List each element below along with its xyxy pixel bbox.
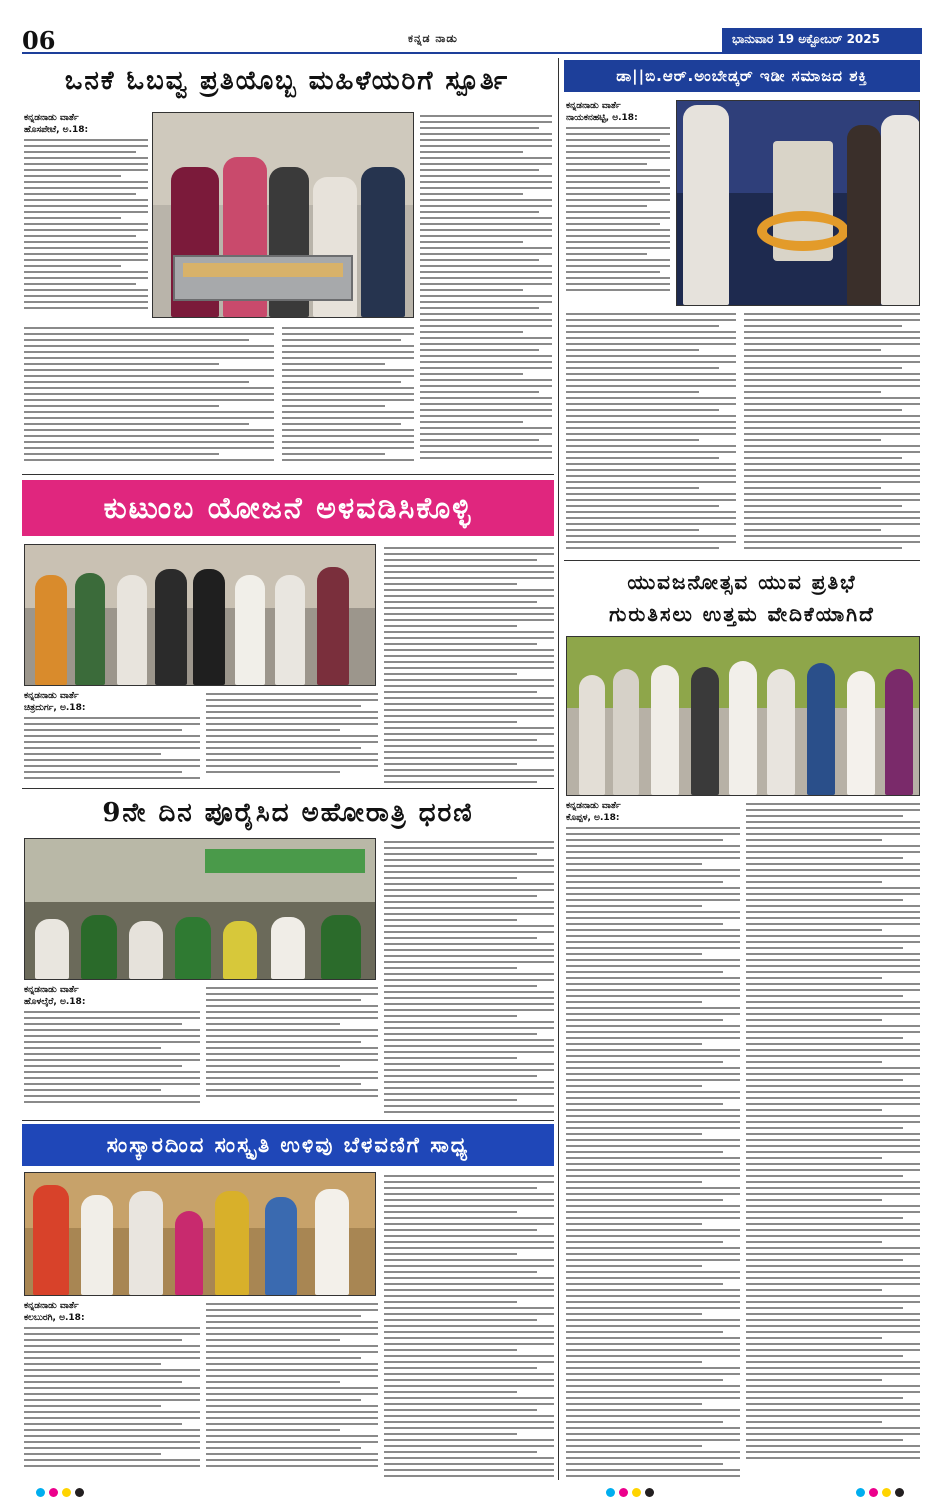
photo-ambedkar [676,100,920,306]
color-dot [49,1488,58,1497]
color-dot [882,1488,891,1497]
color-dot [75,1488,84,1497]
registration-dots-right [856,1488,904,1497]
article-onake-obavva-col3 [420,112,552,470]
color-dot [62,1488,71,1497]
section-divider [22,1120,554,1121]
byline: ಕನ್ನಡನಾಡು ವಾರ್ತೆ [566,801,621,811]
article-dharane-col1 [24,984,200,1116]
headline-yuvajanotsava-line1: ಯುವಜನೋತ್ಸವ ಯುವ ಪ್ರತಿಭೆ [627,570,857,594]
photo-dharane [24,838,376,980]
registration-dots-center [606,1488,654,1497]
article-samskara-col1 [24,1300,200,1480]
byline: ಕನ್ನಡನಾಡು ವಾರ್ತೆ [24,1301,79,1311]
headline-onake-obavva: ಒನಕೆ ಓಬವ್ವ ಪ್ರತಿಯೊಬ್ಬ ಮಹಿಳೆಯರಿಗೆ ಸ್ಪೂರ್ತಿ [64,65,510,96]
color-dot [632,1488,641,1497]
color-dot [606,1488,615,1497]
article-ambedkar-col1 [566,100,670,306]
article-kutumba-col3 [384,544,554,786]
byline: ಕನ್ನಡನಾಡು ವಾರ್ತೆ [24,113,79,123]
article-samskara-col3 [384,1172,554,1480]
photo-kutumba [24,544,376,686]
article-kutumba-col2 [206,690,378,786]
dateline: ಕಲಬುರಗಿ, ಅ.18: [24,1313,85,1323]
article-samskara-col2 [206,1300,378,1480]
registration-dots-left [36,1488,84,1497]
article-onake-obavva-col-left-lower [24,324,274,470]
paper-name: ಕನ್ನಡ ನಾಡು [408,32,458,45]
headline-dharane: 9ನೇ ದಿನ ಪೂರೈಸಿದ ಅಹೋರಾತ್ರಿ ಧರಣಿ [102,797,474,828]
byline: ಕನ್ನಡನಾಡು ವಾರ್ತೆ [24,985,79,995]
masthead [22,28,922,54]
section-divider [22,788,554,789]
article-ambedkar-col3 [744,310,920,556]
article-yuvajanotsava-col1 [566,800,740,1480]
dateline: ಚಿತ್ರದುರ್ಗ, ಅ.18: [24,703,86,713]
article-dharane-col2 [206,984,378,1116]
page-number: 06 [22,26,56,55]
column-divider [558,58,559,1480]
color-dot [645,1488,654,1497]
photo-samskara [24,1172,376,1296]
color-dot [36,1488,45,1497]
color-dot [856,1488,865,1497]
article-kutumba-col1 [24,690,200,786]
article-ambedkar-col2 [566,310,736,556]
dateline: ನಾಯಕನಹಟ್ಟಿ, ಅ.18: [566,113,638,123]
color-dot [895,1488,904,1497]
dateline: ಕೊಪ್ಪಳ, ಅ.18: [566,813,620,823]
dateline: ಹೊಸಪೇಟೆ, ಅ.18: [24,125,89,135]
issue-date: ಭಾನುವಾರ 19 ಅಕ್ಟೋಬರ್ 2025 [722,28,922,52]
article-dharane-col3 [384,838,554,1116]
dateline: ಹೊಳಲ್ಕೆರೆ, ಅ.18: [24,997,86,1007]
byline: ಕನ್ನಡನಾಡು ವಾರ್ತೆ [566,101,621,111]
article-onake-obavva-col-mid-lower [282,324,414,470]
photo-onake-obavva [152,112,414,318]
headline-samskara: ಸಂಸ್ಕಾರದಿಂದ ಸಂಸ್ಕೃತಿ ಉಳಿವು ಬೆಳವಣಿಗೆ ಸಾಧ್ಯ [22,1124,554,1166]
headline-yuvajanotsava-line2: ಗುರುತಿಸಲು ಉತ್ತಮ ವೇದಿಕೆಯಾಗಿದೆ [609,602,875,626]
article-yuvajanotsava-col2 [746,800,920,1480]
color-dot [869,1488,878,1497]
headline-kutumba: ಕುಟುಂಬ ಯೋಜನೆ ಅಳವಡಿಸಿಕೊಳ್ಳಿ [22,480,554,536]
headline-ambedkar: ಡಾ||ಬಿ.ಆರ್.ಅಂಬೇಡ್ಕರ್ ಇಡೀ ಸಮಾಜದ ಶಕ್ತಿ [564,60,920,92]
article-onake-obavva-col1 [24,112,148,322]
photo-yuvajanotsava [566,636,920,796]
section-divider [22,474,554,475]
color-dot [619,1488,628,1497]
section-divider [564,560,920,561]
byline: ಕನ್ನಡನಾಡು ವಾರ್ತೆ [24,691,79,701]
